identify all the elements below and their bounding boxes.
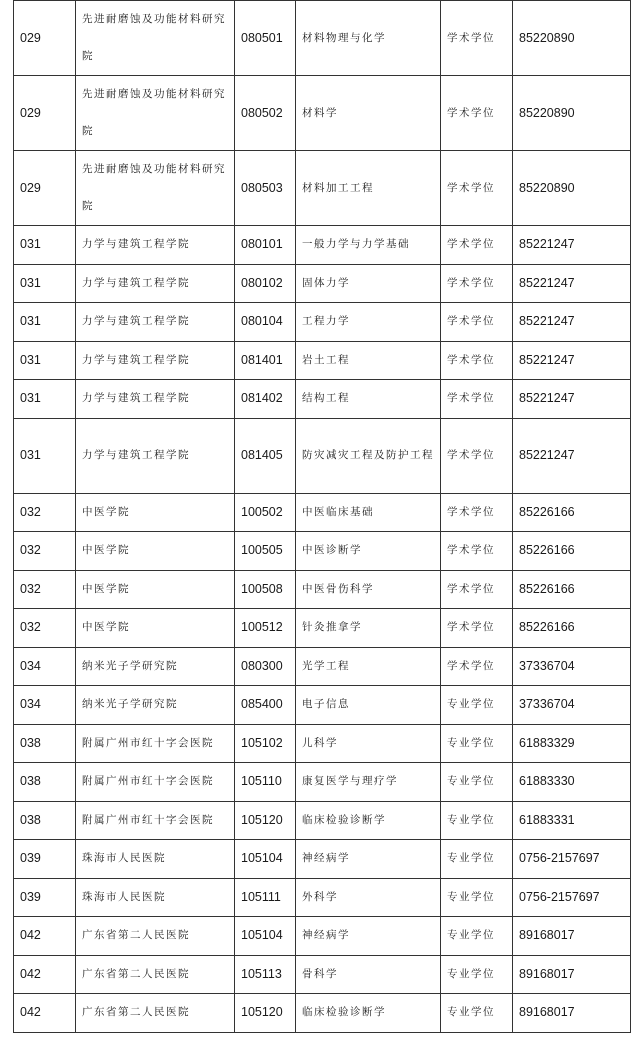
major-code-cell: 081401 <box>235 341 296 380</box>
degree-type-cell: 学术学位 <box>441 76 513 151</box>
college-code-cell: 031 <box>14 264 76 303</box>
college-name-cell: 中医学院 <box>76 570 235 609</box>
phone-cell: 37336704 <box>513 647 631 686</box>
degree-type-cell: 学术学位 <box>441 418 513 493</box>
degree-type-cell: 专业学位 <box>441 955 513 994</box>
degree-type-cell: 学术学位 <box>441 570 513 609</box>
major-name-cell: 工程力学 <box>296 303 441 342</box>
phone-cell: 89168017 <box>513 994 631 1033</box>
college-name-cell: 先进耐磨蚀及功能材料研究院 <box>76 1 235 76</box>
table-row <box>14 151 631 226</box>
major-name-cell: 儿科学 <box>296 724 441 763</box>
college-name-cell: 纳米光子学研究院 <box>76 686 235 725</box>
college-name-cell: 中医学院 <box>76 532 235 571</box>
phone-cell: 89168017 <box>513 917 631 956</box>
major-code-cell: 105104 <box>235 840 296 879</box>
major-code-cell: 105120 <box>235 801 296 840</box>
table-row <box>14 647 631 686</box>
college-code-cell: 038 <box>14 724 76 763</box>
college-code-cell: 038 <box>14 801 76 840</box>
phone-cell: 85221247 <box>513 418 631 493</box>
degree-type-cell: 学术学位 <box>441 264 513 303</box>
major-code-cell: 100502 <box>235 493 296 532</box>
major-code-cell: 080101 <box>235 226 296 265</box>
major-name-cell: 材料加工工程 <box>296 151 441 226</box>
major-code-cell: 105111 <box>235 878 296 917</box>
major-name-cell: 中医临床基础 <box>296 493 441 532</box>
degree-type-cell: 学术学位 <box>441 303 513 342</box>
table-row <box>14 226 631 265</box>
degree-type-cell: 学术学位 <box>441 151 513 226</box>
table-body <box>14 1 631 1033</box>
table-row <box>14 763 631 802</box>
college-name-cell: 力学与建筑工程学院 <box>76 341 235 380</box>
college-code-cell: 031 <box>14 380 76 419</box>
degree-type-cell: 学术学位 <box>441 532 513 571</box>
college-name-cell: 力学与建筑工程学院 <box>76 380 235 419</box>
table-row <box>14 994 631 1033</box>
college-name-cell: 中医学院 <box>76 493 235 532</box>
college-code-cell: 031 <box>14 418 76 493</box>
phone-cell: 61883330 <box>513 763 631 802</box>
degree-type-cell: 学术学位 <box>441 493 513 532</box>
table-row <box>14 380 631 419</box>
major-name-cell: 神经病学 <box>296 840 441 879</box>
college-name-cell: 力学与建筑工程学院 <box>76 226 235 265</box>
table-row <box>14 532 631 571</box>
degree-type-cell: 学术学位 <box>441 380 513 419</box>
major-code-cell: 105120 <box>235 994 296 1033</box>
college-name-cell: 力学与建筑工程学院 <box>76 418 235 493</box>
table-row <box>14 1 631 76</box>
college-code-cell: 039 <box>14 878 76 917</box>
college-code-cell: 042 <box>14 994 76 1033</box>
major-code-cell: 085400 <box>235 686 296 725</box>
major-name-cell: 临床检验诊断学 <box>296 994 441 1033</box>
phone-cell: 85221247 <box>513 341 631 380</box>
major-code-cell: 105110 <box>235 763 296 802</box>
phone-cell: 0756-2157697 <box>513 878 631 917</box>
phone-cell: 85220890 <box>513 151 631 226</box>
degree-type-cell: 学术学位 <box>441 1 513 76</box>
major-name-cell: 材料物理与化学 <box>296 1 441 76</box>
major-code-cell: 105102 <box>235 724 296 763</box>
phone-cell: 85220890 <box>513 76 631 151</box>
degree-type-cell: 专业学位 <box>441 840 513 879</box>
major-name-cell: 固体力学 <box>296 264 441 303</box>
major-name-cell: 神经病学 <box>296 917 441 956</box>
phone-cell: 85220890 <box>513 1 631 76</box>
major-code-cell: 080102 <box>235 264 296 303</box>
table-row <box>14 917 631 956</box>
phone-cell: 85226166 <box>513 609 631 648</box>
college-code-cell: 032 <box>14 570 76 609</box>
phone-cell: 85221247 <box>513 226 631 265</box>
college-code-cell: 032 <box>14 532 76 571</box>
college-name-cell: 附属广州市红十字会医院 <box>76 724 235 763</box>
phone-cell: 85221247 <box>513 380 631 419</box>
major-code-cell: 105104 <box>235 917 296 956</box>
major-code-cell: 100508 <box>235 570 296 609</box>
major-code-cell: 105113 <box>235 955 296 994</box>
major-code-cell: 081405 <box>235 418 296 493</box>
table-row <box>14 264 631 303</box>
college-name-cell: 广东省第二人民医院 <box>76 955 235 994</box>
major-code-cell: 080503 <box>235 151 296 226</box>
major-code-cell: 080501 <box>235 1 296 76</box>
phone-cell: 85226166 <box>513 493 631 532</box>
phone-cell: 89168017 <box>513 955 631 994</box>
table-row <box>14 724 631 763</box>
college-code-cell: 042 <box>14 955 76 994</box>
table-row <box>14 955 631 994</box>
major-name-cell: 康复医学与理疗学 <box>296 763 441 802</box>
college-code-cell: 032 <box>14 493 76 532</box>
degree-type-cell: 专业学位 <box>441 801 513 840</box>
college-name-cell: 广东省第二人民医院 <box>76 917 235 956</box>
major-name-cell: 外科学 <box>296 878 441 917</box>
degree-type-cell: 学术学位 <box>441 341 513 380</box>
major-name-cell: 中医诊断学 <box>296 532 441 571</box>
college-code-cell: 029 <box>14 76 76 151</box>
college-name-cell: 中医学院 <box>76 609 235 648</box>
college-name-cell: 力学与建筑工程学院 <box>76 264 235 303</box>
major-name-cell: 材料学 <box>296 76 441 151</box>
phone-cell: 85226166 <box>513 570 631 609</box>
degree-type-cell: 专业学位 <box>441 917 513 956</box>
phone-cell: 85221247 <box>513 303 631 342</box>
degree-type-cell: 学术学位 <box>441 609 513 648</box>
enrollment-table <box>13 0 631 1033</box>
college-name-cell: 广东省第二人民医院 <box>76 994 235 1033</box>
major-code-cell: 080502 <box>235 76 296 151</box>
degree-type-cell: 专业学位 <box>441 763 513 802</box>
phone-cell: 0756-2157697 <box>513 840 631 879</box>
college-code-cell: 029 <box>14 1 76 76</box>
degree-type-cell: 专业学位 <box>441 724 513 763</box>
college-code-cell: 032 <box>14 609 76 648</box>
college-code-cell: 039 <box>14 840 76 879</box>
table-row <box>14 341 631 380</box>
college-code-cell: 034 <box>14 647 76 686</box>
phone-cell: 61883329 <box>513 724 631 763</box>
major-name-cell: 骨科学 <box>296 955 441 994</box>
college-name-cell: 纳米光子学研究院 <box>76 647 235 686</box>
table-row <box>14 493 631 532</box>
college-name-cell: 先进耐磨蚀及功能材料研究院 <box>76 151 235 226</box>
table-row <box>14 686 631 725</box>
major-code-cell: 080300 <box>235 647 296 686</box>
table-row <box>14 303 631 342</box>
college-name-cell: 先进耐磨蚀及功能材料研究院 <box>76 76 235 151</box>
college-name-cell: 附属广州市红十字会医院 <box>76 763 235 802</box>
major-code-cell: 100512 <box>235 609 296 648</box>
major-name-cell: 结构工程 <box>296 380 441 419</box>
table-row <box>14 418 631 493</box>
phone-cell: 61883331 <box>513 801 631 840</box>
degree-type-cell: 专业学位 <box>441 686 513 725</box>
table-row <box>14 76 631 151</box>
table-row <box>14 878 631 917</box>
major-code-cell: 081402 <box>235 380 296 419</box>
major-name-cell: 岩土工程 <box>296 341 441 380</box>
major-name-cell: 临床检验诊断学 <box>296 801 441 840</box>
college-code-cell: 029 <box>14 151 76 226</box>
college-name-cell: 珠海市人民医院 <box>76 878 235 917</box>
degree-type-cell: 学术学位 <box>441 647 513 686</box>
table-row <box>14 840 631 879</box>
college-code-cell: 034 <box>14 686 76 725</box>
college-code-cell: 038 <box>14 763 76 802</box>
degree-type-cell: 专业学位 <box>441 878 513 917</box>
college-name-cell: 珠海市人民医院 <box>76 840 235 879</box>
phone-cell: 37336704 <box>513 686 631 725</box>
major-name-cell: 一般力学与力学基础 <box>296 226 441 265</box>
phone-cell: 85226166 <box>513 532 631 571</box>
table-row <box>14 609 631 648</box>
college-code-cell: 031 <box>14 303 76 342</box>
major-name-cell: 针灸推拿学 <box>296 609 441 648</box>
major-name-cell: 电子信息 <box>296 686 441 725</box>
table-row <box>14 570 631 609</box>
college-name-cell: 附属广州市红十字会医院 <box>76 801 235 840</box>
major-code-cell: 080104 <box>235 303 296 342</box>
college-name-cell: 力学与建筑工程学院 <box>76 303 235 342</box>
degree-type-cell: 专业学位 <box>441 994 513 1033</box>
college-code-cell: 031 <box>14 226 76 265</box>
college-code-cell: 042 <box>14 917 76 956</box>
degree-type-cell: 学术学位 <box>441 226 513 265</box>
table-row <box>14 801 631 840</box>
college-code-cell: 031 <box>14 341 76 380</box>
major-name-cell: 光学工程 <box>296 647 441 686</box>
major-name-cell: 中医骨伤科学 <box>296 570 441 609</box>
major-name-cell: 防灾减灾工程及防护工程 <box>296 418 441 493</box>
major-code-cell: 100505 <box>235 532 296 571</box>
phone-cell: 85221247 <box>513 264 631 303</box>
